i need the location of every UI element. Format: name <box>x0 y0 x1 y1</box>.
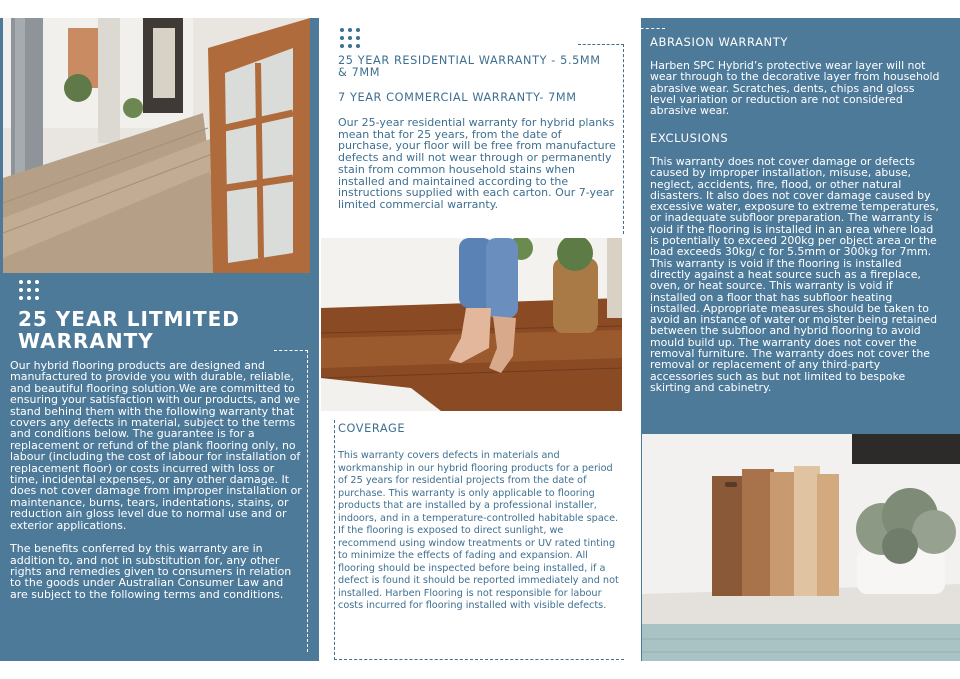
decorative-dots <box>19 280 39 300</box>
coverage-text: This warranty covers defects in materials and workmanship in our hybrid flooring products for a period of 25 years for residential projects from the date of purchase. This warranty is only applicable to flooring products that are installed by a professional installer, indoors, and in a temperature-controlled habitable space. If the flooring is exposed to direct sunlight, we recommend using window treatments or UV rated tinting to minimize the effects of fading and expansion. All flooring should be inspected before being installed, if a defect is found it should be reported immediately and not installed. Harben Flooring is not responsible for labour costs incurred for flooring installed with visible defects. <box>338 450 619 611</box>
exclusions-text: This warranty does not cover damage or defects caused by improper installation, misuse, abuse, neglect, accidents, fire, flood, or other natural disasters. It also does not cover damage caused by excessive water, exposure to extreme temperatures, or inadequate subfloor preparation. The warranty is void if the flooring is installed in an area where load is potentially to exceed 200kg per object area or the load exceeds 30kg/ c for 5.5mm or 300kg for 7mm. This warranty is void if the flooring is installed directly against a heat source such as a fireplace, oven, or heat source. This warranty is void if installed on a floor that has subfloor heating installed. Appropriate measures should be taken to avoid an instance of water or moister being retained between the subfloor and hybrid flooring to avoid mould build up. The warranty does not cover the removal furniture. The warranty does not cover the removal or replacement of any third-party accessories such as but not limited to bespoke skirting and cabinetry. <box>650 155 939 394</box>
decorative-dots <box>340 28 360 48</box>
residential-warranty-heading: 25 YEAR RESIDENTIAL WARRANTY - 5.5MM & 7MM <box>338 54 601 79</box>
samples-photo <box>642 434 960 661</box>
title-line-1: 25 YEAR LITMITED <box>18 307 240 331</box>
commercial-warranty-heading: 7 YEAR COMMERCIAL WARRANTY- 7MM <box>338 91 577 104</box>
intro-paragraph-2: The benefits conferred by this warranty are in addition to, and not in substitution for, any other rights and remedies given to consumers in relation to the goods under Australian Consumer Law and are subject to the following terms and conditions. <box>10 542 292 601</box>
title-line-2: WARRANTY <box>18 329 154 353</box>
abrasion-warranty-text: Harben SPC Hybrid’s protective wear layer will not wear through to the decorative layer from household abrasive wear. Scratches, dents, chips and gloss level variation or reduction are not considered abrasive wear. <box>650 59 940 118</box>
hallway-photo <box>3 18 310 273</box>
coverage-heading: COVERAGE <box>338 422 406 435</box>
abrasion-warranty-heading: ABRASION WARRANTY <box>650 35 788 49</box>
page-title <box>18 308 298 352</box>
intro-text <box>10 360 302 612</box>
feet-photo <box>321 238 622 411</box>
warranty-intro-text: Our 25-year residential warranty for hybrid planks mean that for 25 years, from the date of purchase, your floor will be free from manufacture defects and will not wear through or permanently stain from common household stains when installed and maintained according to the instructions supplied with each carton. Our 7-year limited commercial warranty. <box>338 116 616 211</box>
exclusions-heading: EXCLUSIONS <box>650 131 729 145</box>
intro-paragraph-1: Our hybrid flooring products are designed and manufactured to provide you with durable, reliable, and beautiful flooring solution.We are committed to ensuring your satisfaction with our products, and we stand behind them with the following warranty that covers any defects in material, subject to the terms and conditions below. The guarantee is for a replacement or refund of the plank flooring only, no labour (including the cost of labour for installation of replacement floor) or costs incurred with loss or time, incidental expenses, or any other damage. It does not cover damage from improper installation or maintenance, burns, tears, indentations, stains, or reduction ain gloss level due to normal use and or exterior applications. <box>10 359 302 532</box>
